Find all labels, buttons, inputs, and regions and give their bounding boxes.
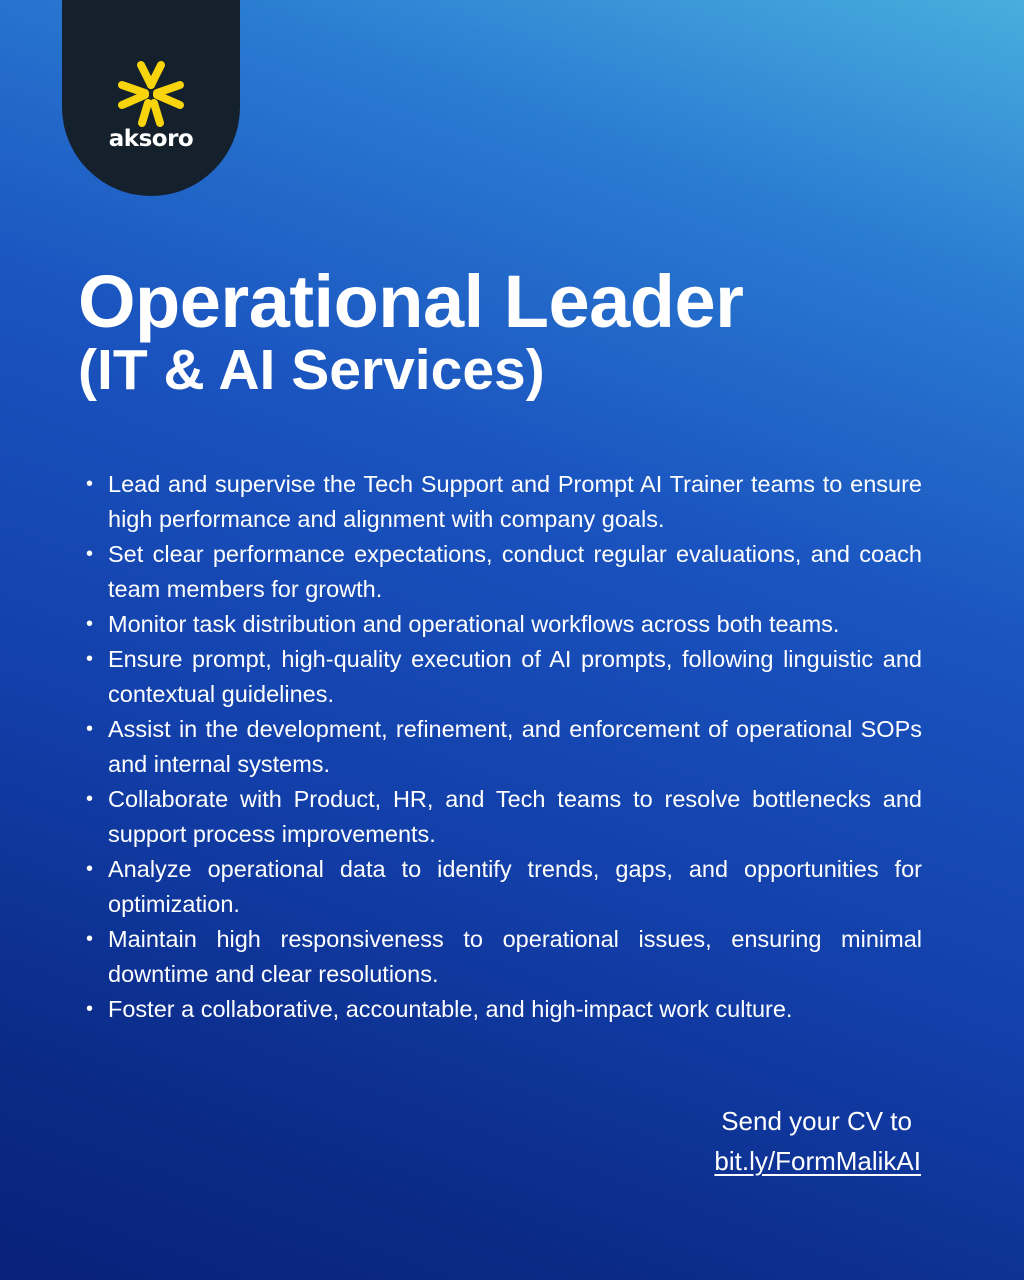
bullet-icon: • [86,998,94,1020]
responsibilities-list [86,467,922,1027]
bullet-icon: • [86,613,94,635]
bullet-icon: • [86,718,94,740]
brand-name: aksoro [108,126,194,152]
job-subtitle: (IT & AI Services) [78,338,545,402]
list-item-text: Monitor task distribution and operational workflows across both teams. [108,611,840,637]
bullet-icon: • [86,928,94,950]
list-item [86,782,922,852]
list-item [86,642,922,712]
list-item-text: Assist in the development, refinement, and enforcement of operational SOPs and internal systems. [108,716,922,777]
bullet-icon: • [86,543,94,565]
list-item-text: Analyze operational data to identify trends, gaps, and opportunities for optimization. [108,856,922,917]
list-item [86,467,922,537]
job-title: Operational Leader [78,260,744,343]
asterisk-logo-icon [112,55,190,133]
list-item [86,852,922,922]
list-item-text: Foster a collaborative, accountable, and high-impact work culture. [108,996,793,1022]
cta-text: Send your CV to [721,1106,912,1136]
cta-block [714,1101,921,1181]
bullet-icon: • [86,473,94,495]
list-item-text: Ensure prompt, high-quality execution of AI prompts, following linguistic and contextual guidelines. [108,646,922,707]
bullet-icon: • [86,648,94,670]
cv-form-link[interactable]: bit.ly/FormMalikAI [714,1146,921,1176]
list-item [86,537,922,607]
list-item-text: Collaborate with Product, HR, and Tech teams to resolve bottlenecks and support process improvements. [108,786,922,847]
list-item [86,712,922,782]
list-item [86,922,922,992]
list-item-text: Lead and supervise the Tech Support and Prompt AI Trainer teams to ensure high performance and alignment with company goals. [108,471,922,532]
brand-logo-badge [62,0,240,196]
list-item [86,992,922,1027]
list-item-text: Maintain high responsiveness to operational issues, ensuring minimal downtime and clear resolutions. [108,926,922,987]
bullet-icon: • [86,858,94,880]
bullet-icon: • [86,788,94,810]
list-item [86,607,922,642]
list-item-text: Set clear performance expectations, conduct regular evaluations, and coach team members for growth. [108,541,922,602]
